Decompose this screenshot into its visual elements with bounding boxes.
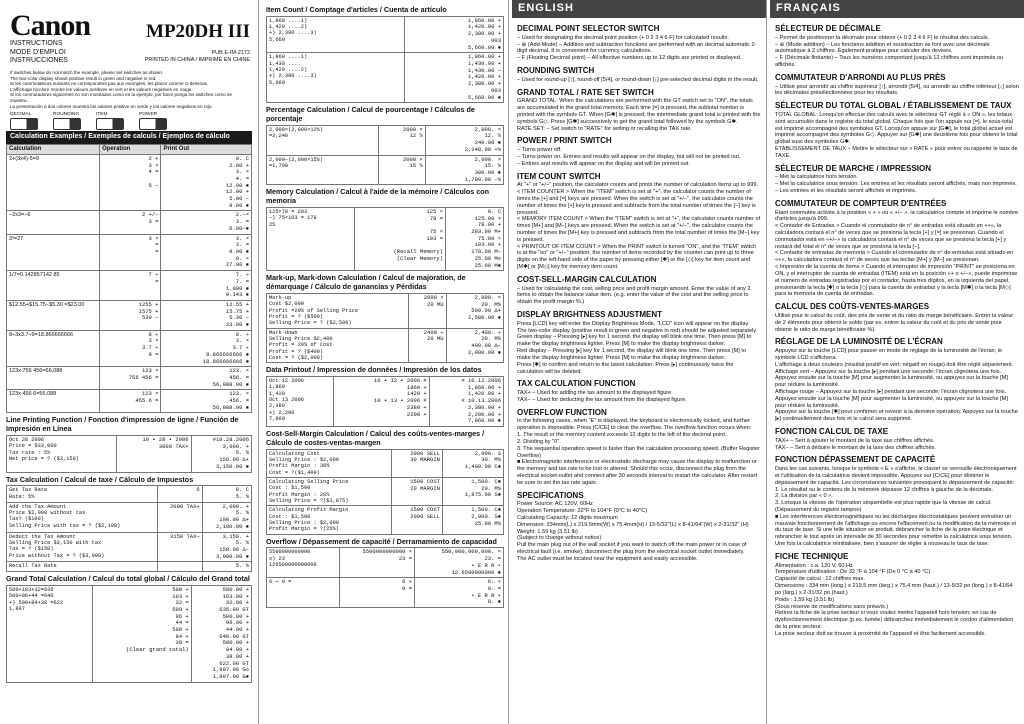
table-row	[267, 207, 504, 270]
op-cell: 5	[157, 486, 202, 502]
section-title: DECIMAL POINT SELECTOR SWITCH	[517, 24, 660, 33]
table-row	[7, 585, 252, 682]
col-header-op: Operation	[100, 144, 161, 154]
print-cell: 7. ÷ 7. = 1.000 ✱ 0.143 ✱	[161, 271, 252, 301]
instr-line-en: INSTRUCTIONS	[10, 40, 63, 47]
op-cell: 2000 × 12 %	[378, 125, 425, 155]
table-row	[267, 16, 504, 53]
op-cell: 125 × 78 = 75 × 103 = (Recall Memory) (Clear Memory)	[354, 207, 445, 270]
table-row	[7, 486, 252, 502]
csm-table	[266, 449, 504, 535]
section-text: Appuyez sur la touche [LCD] pour passer en mode de réglage de la luminosité de l'écran; le symbole LCD s'affichera. L'affichage à deux couleurs (résultat positif en vert; négatif en rouge) doit être réglé séparément. Affichage vert – Appuyez sur la touche [▸] pendant une seconde; l'écran clignotera une fois. Appuyez ensuite sur la touche [M] pour augmenter la luminosité, ou appuyez sur la touche [M] pour réduire la luminosité. Affichage rouge – Appuyez sur la touche [▸] pendant une seconde; l'écran clignotera une fois. Appuyez ensuite sur la touche [M] pour augmenter la luminosité, ou appuyez sur la touche [M] pour réduire la luminosité. Appuyez sur la touche [✱] pour confirmer et revenir à la dernière opération. Appuyez sur la touche [▸] continuellement deux fois et le calcul sera supprimé.	[775, 348, 1018, 423]
section-text: – Permet de positionner la décimale pour obtenir (+ 0 2 3 4 6 F) le résultat des calculs. – ⊕ (Mode addition) – Les fonctions addition et soustraction se font avec une décimale automatique à 2 chiffres. Également pratique pour calculer des devises. – F (Décimale flottante) – Tous les numéros comportant jusqu'à 12 chiffres sont imprimés ou affichés.	[775, 34, 1004, 68]
printed-in: PRINTED IN CHINA / IMPRIMÉ EN CHINE	[144, 56, 250, 63]
calc-cell: Set Tax Rate Rate: 5%	[7, 486, 158, 502]
table-row	[267, 506, 504, 534]
column-more-examples	[262, 0, 509, 724]
section-text: Power Source: AC 120V, 60Hz Operation Temperature: 32°F to 104°F (0°C to 40°C) Calculating Capacity: 12 digits maximum Dimension: 334mm(L) x 219.5mm(W) x 75.4mm(H) / 13-5/32"(L) x 8-41/64"(W) x 2-31/32" (H) Weight: 1.59 kg (3.51 lb) (Subject to change without notice) Pull the main plug out of the wall socket if you want to switch off the main power or in case of electrical fault (i.e. smoke), disconnect the plug from the electrical socket outlet immediately. The AC outlet must be located near the equipment and easily accessible.	[517, 501, 749, 562]
section-title: COMMUTATEUR DE COMPTEUR D'ENTRÉES	[775, 198, 947, 208]
print-cell: 1,860.00 + 1,430.00 + 1,430.00 − 1,420.00 + 2,380.00 + 003 5,660.00 ✱	[404, 53, 503, 103]
section-title: GRAND TOTAL / RATE SET SWITCH	[517, 87, 654, 97]
calc-cell: 1/7=0.142857142 85	[7, 271, 100, 301]
note-es-1: Si los conmutadores siguientes no son mostrados como en la ejemplo, por favor ponga los switches como se muestra.	[10, 92, 232, 103]
section-title: SÉLECTEUR DU TOTAL GLOBAL / ÉTABLISSEMENT DE TAUX	[775, 101, 1012, 111]
section-text: TAX+ – Used for adding the tax amount to the displayed figure. TAX− – Used for deducting the tax amount from the displayed figure.	[517, 390, 687, 403]
print-cell: #10.28.2006 3,000. + 5. % 150.00 Δ+ 3,150.00 ✱	[191, 436, 251, 473]
date-table	[266, 376, 504, 427]
print-cell: 2,000. S 30. M% 1,400.00 C✱	[442, 449, 503, 477]
table-row	[7, 330, 252, 367]
section-text: – Utilisé pour arrondir au chiffre supérieur [↑], arrondir [5/4], ou arrondir au chiffre inférieur [↓] selon les décimales présélectionnées pour les résultats.	[775, 83, 1019, 97]
percent-table	[266, 125, 504, 186]
calc-cell: 2,000−(2,000×15%) =1,700	[267, 155, 379, 185]
op-cell: 6 ÷ 0 =	[339, 578, 414, 608]
tax-table	[6, 485, 252, 572]
calc-cell: 2,000×(2,000×12%) =2,240	[267, 125, 379, 155]
table-row	[267, 53, 504, 103]
section-text: GRAND TOTAL: When the calculations are performed with the GT switch set to "ON", the totals are accumulated in the grand total memory. Each time [=] is pressed, the subtotal number is printed with the symbols GT. When [G✱] is pressed, the intermediate grand total is printed with the symbols G◇. Press [G✱] successively to get the grand total followed by the symbols G✱. RATE SET: – Set switch to "RATE" for setting or recalling the TAX rate.	[517, 98, 761, 132]
table-row	[7, 390, 252, 413]
section-title: OVERFLOW FUNCTION	[517, 407, 607, 417]
french-body	[770, 18, 1024, 642]
gt-table	[6, 585, 252, 683]
calc-cell: 123x 456 6=56,088	[7, 390, 100, 413]
calc-cell: 500+103+32=635 500+96+44 =640 +) 500+84+38 =622 1,897	[7, 585, 93, 682]
calc-cell: Oct 28 2006 Price = $33,000 Tax rate : 5% Net price = ? ($3,150)	[7, 436, 117, 473]
table-row	[267, 477, 504, 505]
print-cell: 500.00 + 103.00 + 32.00 + 635.00 GT 500.00 + 96.00 + 44.00 + 640.00 GT 500.00 + 84.00 + 38.00 + 622.00 GT 1,897.00 G◇ 1,897.00 G✱	[191, 585, 251, 682]
section-text: Dans les cas suivants, lorsque le symbole « E » s'affiche, le clavier se verrouille électroniquement et l'utilisation de la calculatrice devient impossible. Appuyez sur [C/CE] pour éliminer le dépassement de capacité. Les circonstances suivantes provoquent le dépassement de capacité: 1. Le résultat ou le contenu de la mémoire dépasse 12 chiffres à gauche de la décimale. 2. La division par « 0 ». 3. Lorsque la vitesse de l'opération séquentielle est plus rapide que la vitesse de calcul. (Dépassement du registre tampon) ■ Les interférences électromagnétiques ou les décharges électrostatiques peuvent entraîner un mauvais fonctionnement de l'affichage ou encore l'effacement ou la modification de la mémoire et du taux de taxe. Si une telle situation se produit, débrancher la fiche de la prise électrique et rebrancher le tout après un intervalle de 30 secondes pour remettre la calculatrice sous tension. Une fois la calculatrice réinitialisée, bien s'assurer de régler à nouveau le taux de taxe.	[775, 466, 1017, 548]
table-row	[7, 502, 252, 532]
print-cell: 0. C 5. %	[202, 486, 251, 502]
op-cell: 2000 TAX+	[157, 502, 202, 532]
print-cell: 3,150. + 5. % 150.00 Δ− 3,000.00 ✱	[202, 532, 251, 562]
section-title: FONCTION DÉPASSEMENT DE CAPACITÉ	[775, 455, 936, 465]
section-title: CALCUL DES COÛTS-VENTES-MARGES	[775, 302, 930, 312]
calc-cell: Mark-up Cost $2,000 Profit =20% of Selling Price Profit = ? ($500) Selling Price = ? ($2,500)	[267, 293, 409, 328]
section-title: POWER / PRINT SWITCH	[517, 136, 612, 146]
table-row	[267, 328, 504, 363]
op-cell: 10 ▪ 28 ▪ 2006 3000 TAX+	[116, 436, 191, 473]
section-text: – Used for designating the decimal point position (+ 0 2 3 4 6 F) for calculated results. – ⊕ (Add-Mode) – Addition and subtraction functions are performed with an decimal automatic 2-digit decimal. It is convenient for currency calculations. – F (Floating Decimal point) – All effective numbers up to 12 digits are printed or displayed.	[517, 34, 757, 62]
op-cell: 2000 × 20 MU	[409, 293, 446, 328]
print-cell: 2.−× 3. = 6.00−✱	[161, 211, 252, 234]
op-cell: 123 × 455 6 =	[100, 390, 161, 413]
calc-cell: −2x3=−6	[7, 211, 100, 234]
section-title: ROUNDING SWITCH	[517, 66, 595, 75]
note-fr-2: L'affichage bicolore montre les valeurs positives en vert et les valeurs négatives en rouge.	[10, 86, 193, 92]
op-cell: 7 ÷ =	[100, 271, 161, 301]
calc-cell: 5500000000000 x) 23 126500000000000	[267, 548, 340, 578]
table-row	[7, 300, 252, 330]
op-cell: 500 + 103 + 32 = 500 + 96 + 44 = 500 + 84 + 38 = (Clear grand total)	[93, 585, 192, 682]
section-title: SÉLECTEUR DE DÉCIMALE	[775, 24, 881, 33]
section-text: In the following cases, when "E" is displayed, the keyboard is electronically locked, and further operation is impossible. Press [C/CE] to clear the overflow. The overflow function occurs when: 1. The result or the memory content exceeds 12 digits to the left of the decimal point. 2. Dividing by "0". 3. The sequential operation speed is faster than the calculation processing speed. (Buffer Register Overflow) ■ Electromagnetic interference or electrostatic discharge may cause the display to malfunction or the memory and tax rate to be lost or altered. Should this occur, disconnect the plug from the electrical socket-outlet and connect after 30 seconds interval to restart the calculator. After restart be sure to set the tax rate again.	[517, 418, 760, 486]
switch-decimal[interactable]	[10, 112, 41, 130]
op-cell: 1255 + 1575 + 530 −	[100, 300, 161, 330]
column-english	[512, 0, 767, 724]
section-title: SÉLECTEUR DE MARCHE / IMPRESSION	[775, 163, 932, 173]
table-row	[267, 125, 504, 155]
instr-line-es: INSTRUCCIONES	[10, 57, 68, 65]
french-header: FRANÇAIS	[770, 0, 1024, 18]
section-text: TAX+ – Sert à ajouter le montant de la taxe aux chiffres affichés. TAX− – Sert à déduire le montant de la taxe des chiffres affichés.	[775, 437, 936, 451]
calc-cell: Recall Tax Rate	[7, 562, 158, 572]
table-row	[267, 377, 504, 427]
op-cell: 3 × = =	[100, 234, 161, 271]
print-cell: 1,500. C✱ 20. M% 1,875.00 S✱	[442, 477, 503, 505]
op-cell: 2 + 3 × 4 = 5 −	[100, 154, 161, 211]
calc-cell: Oct 12 2006 1,860 1,420 Oct 13 2006 2,380 +) 2,200 7,860	[267, 377, 334, 427]
print-cell: 6. ÷ 0. = • E R R • 0. ✱	[415, 578, 504, 608]
calc-cell: 1,860 ....1) 1,420 ....2) +) 2,380 ....3) 5,660	[267, 16, 405, 53]
switch-label: ROUNDING	[53, 112, 80, 117]
switch-item[interactable]	[96, 112, 127, 130]
table-row	[7, 367, 252, 390]
section-title: SPECIFICATIONS	[517, 490, 584, 500]
calc-examples-bar: Calculation Examples / Exemples de calculs / Ejemplos de cálculo	[6, 131, 252, 144]
switch-notes	[10, 70, 250, 109]
print-cell: 2,000. + 5. % 100.00 Δ+ 2,100.00 ✱	[202, 502, 251, 532]
item-count-table	[266, 16, 504, 103]
op-cell: 2000 SELL 30 MARGIN	[391, 449, 442, 477]
table-row	[7, 562, 252, 572]
op-cell: 8 ÷ 3 × 3.7 ÷ 9 =	[100, 330, 161, 367]
note-en-1: If switches below do not match the example, please set switches as shown.	[10, 70, 164, 75]
print-cell: 3. × 3. = 9.00 ✱ 9. × 27.00 ✱	[161, 234, 252, 271]
section-text: Alimentation : c.a. 120 V, 60 Hz Température d'utilisation : De 32 °F à 104 °F (De 0 °C à 40 °C) Capacité de calcul : 12 chiffres max. Dimensions : 334 mm (long.) x 219,5 mm (larg.) x 75,4 mm (haut.) / 13-5/32 po (long.) x 8-41/64 po (larg.) x 2-31/32 po (haut.) Poids : 1,59 kg (3,51 lb) (Sous réserve de modifications sans préavis.) Retirez la fiche de la prise secteur si vous voulez mettre l'appareil hors tension; en cas de dysfonctionnement électrique (p.ex. fumée) débranchez immédiatement le cordon d'alimentation de la prise secteur. La prise secteur doit se trouver à proximité de l'appareil et être facilement accessible.	[775, 562, 1014, 637]
instructions-lines	[10, 40, 68, 66]
section-title: TAX CALCULATION FUNCTION	[517, 379, 636, 389]
table-row	[7, 436, 252, 473]
column-calc-examples	[0, 0, 259, 724]
col-header-print: Print Out	[161, 144, 252, 154]
calc-cell: Calculating Profit Margin Cost : $1,500 Selling Price : $2,000 Profit Margin = ?(25%)	[267, 506, 392, 534]
table-row	[267, 548, 504, 578]
calc-cell: Deduct the Tax Amount Selling Price $3,150 with tax Tax = ? ($150) Price without Tax = ? ($3,000)	[7, 532, 158, 562]
section-title: FICHE TECHNIQUE	[775, 551, 849, 561]
print-cell: 2,000. × 15. % 300.00 ✱ 1,700.00 −%	[425, 155, 503, 185]
print-cell: 1,500. C✱ 2,000. S✱ 25.00 M%	[442, 506, 503, 534]
table-row	[7, 211, 252, 234]
switch-label: POWER	[139, 112, 158, 117]
section-text: At "+" or "+/−" position, the calculator counts and prints the number of calculation items up to 999. < ITEM COUNTER > When the "ITEM" switch is set at "+", the calculator counts the number of times the [+] and [=] keys are pressed. When the switch is set at "+/−", the calculator counts the number of times the [+] key is pressed and subtracts from the total number of times the [−] key is pressed. < MEMORY ITEM COUNT > When the "ITEM" switch is set at "+", the calculator counts number of times [M+] and [M−] keys are pressed. When the switch is set at "+/−", the calculator counts the number of times the [M+] key is pressed and subtracts from the total number of times the [M−] key is pressed. < PRINTOUT OF ITEM COUNT > When the PRINT switch is turned "ON", and the "ITEM" switch is at the "on" or "+/−" position, the number of items recorded by the counter can print up to three digits on the left-hand side of the paper by pressing either [✱] or the [◇] key for item count and [M✱] or [M◇] key for memory item count.	[517, 182, 761, 271]
calc-cell: Calculating Selling Price Cost : $1,500 Profit Margin : 20% Selling Price = ?($1,875)	[267, 477, 392, 505]
switch-label: DECIMAL	[10, 112, 32, 117]
table-row	[7, 154, 252, 211]
column-french	[770, 0, 1024, 724]
op-cell: 123 × 756 456 =	[100, 367, 161, 390]
print-cell: 123. × 456. = 56,088.00 ✱	[161, 367, 252, 390]
section-text: Utilisé pour le calcul du coût, des prix de vente et du ratio de marge bénéficiaire. Entrer la valeur de 2 éléments pour obtenir le solde (par ex. entrer la valeur du coût et du prix de vente pour obtenir le ratio de marge bénéficiaire %).	[775, 312, 1014, 333]
section-text: – Met la calculatrice hors tension. – Met la calculatrice sous tension. Les entrées et les résultats seront affichés, mais non imprimés. – Les entrées et les résultats seront affichés et imprimés.	[775, 174, 1017, 194]
print-cell: 12.55 + 15.75 + 5.30 − 23.00 ✱	[161, 300, 252, 330]
op-cell: 5500000000000 × 23 =	[339, 548, 414, 578]
model-title: MP20DH III	[146, 21, 250, 42]
table-row	[7, 234, 252, 271]
section-title: DISPLAY BRIGHTNESS ADJUSTMENT	[517, 310, 663, 320]
table-row	[267, 293, 504, 328]
csm-title: Cost-Sell-Margin Calculation / Calcul des coûts-ventes-marges / Cálculo de costes-ventas-margen	[266, 429, 485, 447]
calc-cell: Add the Tax Amount Price $2,000 without tax Tax? ($100) Selling Price with tax = ? ($2,100)	[7, 502, 158, 532]
print-cell: 2,400. ÷ 20. M% 400.00 Δ− 2,000.00 ✱	[446, 328, 503, 363]
memory-title: Memory Calculation / Calcul à l'aide de la mémoire / Cálculos con memoria	[266, 187, 489, 206]
pub-number: PUB E-IM-2172	[211, 50, 250, 56]
calc-cell: 123x 756 456=56,088	[7, 367, 100, 390]
calc-cell: Mark-down Selling Price $2,400 Profit = 20% of Cost Profit = ? ($400) Cost = ? ($2,000)	[267, 328, 409, 363]
table-row	[7, 532, 252, 562]
english-header: ENGLISH	[512, 0, 766, 18]
english-body	[512, 18, 766, 567]
table-row	[7, 271, 252, 301]
calc-cell: $12.55+$15.75−$5.30 =$23.00	[7, 300, 100, 330]
calc-cell: 125×78 = 203 −) 75×103 = 178 25	[267, 207, 355, 270]
calc-cell: 3³=27	[7, 234, 100, 271]
section-text: – Used for round-up [↑], round-off [5/4], or round-down [↓] pre-selected decimal digits in the result.	[517, 76, 759, 83]
line-print-title: Line Printing Function / Fonction d'impression de ligne / Función de Impresión en Línea	[6, 415, 239, 434]
section-title: COMMUTATEUR D'ARRONDI AU PLUS PRÈS	[775, 72, 946, 82]
switch-rounding[interactable]	[53, 112, 84, 130]
canon-logo: Canon	[10, 9, 91, 42]
table-row	[267, 155, 504, 185]
section-title: FONCTION CALCUL DE TAXE	[775, 427, 889, 436]
percent-title: Percentage Calculation / Calcul de pourcentage / Cálculos de porcentaje	[266, 105, 475, 123]
table-row	[267, 578, 504, 608]
section-text: – Turns power off. – Turns power on. Entries and results will appear on the display, but will not be printed out. – Entries and results will appear on the display and will be printed out.	[517, 147, 741, 167]
op-cell: 10 ▪ 12 ▪ 2006 # 1860 + 1420 + 10 ▪ 13 ▪ 2006 # 2380 + 2200 +	[333, 377, 429, 427]
print-cell: 550,000,000,000. × 23. = • E R R • 12.6500000000 ✱	[415, 548, 504, 578]
pub-info	[145, 50, 250, 63]
memory-table	[266, 207, 504, 271]
section-title: RÉGLAGE DE LA LUMINOSITÉ DE L'ÉCRAN	[775, 337, 943, 347]
note-es-2: La presentación a dos colores muestra los valores positive en verde y los valores negativos en rojo.	[10, 103, 213, 109]
section-text: Press [LCD] key will enter the Display Brightness Mode, "LCD" icon will appear on the display. The two-color display (positive result in green and negative in red) should be adjusted separately. Green display – Pressing [▸] key for 1 second, the display will blink one time. Then press [M] to make the display brightness lighter. Press [M] to make the display brightness darker. Red display – Pressing [▸] key for 1 second, the display will blink one time. Then press [M] to make the display brightness lighter. Press [M] to make the display brightness darker. Press [✱] to confirm and return to the latest calculation. Press [▸] continuously twice the calculation will be deleted.	[517, 320, 758, 375]
tax-title: Tax Calculation / Calcul de taxe / Cálculo de Impuestos	[6, 474, 194, 484]
date-printout-title: Data Printout / Impression de données / Impresión de los datos	[266, 365, 482, 375]
calc-cell: Calculating Cost Selling Price : $2,000 Profit Margin : 30% Cost = ?($1,400)	[267, 449, 392, 477]
section-title: ITEM COUNT SWITCH	[517, 171, 601, 181]
switch-diagram	[10, 112, 170, 130]
print-cell: 5. %	[202, 562, 251, 572]
section-text: – Used for calculating the cost, selling price and profit margin amount. Enter the value of any 2 items to obtain the balance value item. (e.g. enter the value of the cost and the selling price to obtain the profit margin %.)	[517, 285, 751, 306]
print-cell: 0. C 2.00 + 3. × 4. = 12.00 ✱ 12.00 + 5.00 − 9.00 ✱	[161, 154, 252, 211]
op-cell: 1500 COST 20 MARGIN	[391, 477, 442, 505]
markup-title: Mark-up, Mark-down Calculation / Calcul de majoration, de démarquage / Cálculo de ganancias y Pérdidas	[266, 273, 466, 292]
op-cell: 1500 COST 2000 SELL	[391, 506, 442, 534]
instr-line-fr: MODE D'EMPLOI	[10, 48, 66, 56]
switch-label: ITEM	[96, 112, 108, 117]
col-header-calc: Calculation	[7, 144, 100, 154]
op-cell: 2400 ÷ 20 MU	[409, 328, 446, 363]
calc-cell: 6 ÷ 0 =	[267, 578, 340, 608]
op-cell: 2 +/− 3 =	[100, 211, 161, 234]
print-cell: 2,000. × 20. M% 500.00 Δ+ 2,500.00 ✱	[446, 293, 503, 328]
note-en-2: The two-color display shows positive result in green and negative in red.	[10, 75, 157, 81]
section-title: COST-SELL-MARGIN CALCULATION	[517, 274, 657, 284]
gt-title: Grand Total Calculation / Calcul du total global / Cálculo del Grand total	[6, 574, 250, 584]
item-count-title: Item Count / Comptage d'articles / Cuenta de artículo	[266, 5, 447, 14]
op-cell	[157, 562, 202, 572]
print-cell: 123. × 456. = 56,088.00 ✱	[161, 390, 252, 413]
section-text: TOTAL GLOBAL: Lorsqu'on effectue des calculs avec le sélecteur GT réglé à « ON », les totaux sont accumulés dans le registre du total global. Chaque fois que l'on appuie sur [=], le sous-total est imprimé accompagné des symboles GT. Lorsqu'on appuie sur [G✱], le total global actuel est imprimé accompagné des symboles G◇. Appuyer sur [G✱] une deuxième fois pour obtenir le total global suivi des symboles G✱. ÉTABLISSEMENT DE TAUX – Mettre le sélecteur sur « RATE » pour entrer ou rappeler le taux de TAXE.	[775, 111, 1018, 159]
note-fr-1: Si les commutateurs suivants ne correspondent pas aux exemples, les placer comme ci-dessous.	[10, 81, 209, 87]
print-cell: 1,860.00 + 1,420.00 + 2,380.00 + 003 5,660.00 ✱	[404, 16, 503, 53]
print-cell: 0. C 125.00 × 78.00 + 203.00 M+ 75.00 × 103.00 + 178.00 M− 25.00 M◇ 25.00 M✱	[446, 207, 504, 270]
line-print-table	[6, 435, 252, 473]
print-cell: 8. ÷ 3. × 3.7 ÷ 9.866666666 ✱ 18.866666666 ✱	[161, 330, 252, 367]
op-cell: 2000 × 15 %	[378, 155, 425, 185]
overflow-table	[266, 547, 504, 608]
markup-table	[266, 293, 504, 363]
table-row	[267, 449, 504, 477]
print-cell: 2,000. × 12. % 240.00 ✱ 2,240.00 +%	[425, 125, 503, 155]
calc-cell: 8÷3x3.7÷9=18.866666666	[7, 330, 100, 367]
calc-cell: 1,860 ....1) 1,430 .... 1,420 ....2) +) 2,380 ....3) 5,660	[267, 53, 405, 103]
print-cell: # 10.12.2006 1,860.00 + 1,420.00 + # 10.13.2006 2,380.00 + 2,200.00 + 7,860.00 ✱	[429, 377, 503, 427]
op-cell: 3150 TAX−	[157, 532, 202, 562]
switch-power[interactable]	[139, 112, 170, 130]
overflow-title: Overflow / Dépassement de capacité / Derramamiento de capacidad	[266, 536, 497, 546]
section-text: Étant commutée activée à la position « + » ou « +/− », la calculatrice compte et imprime le nombre d'articles jusqu'à 999. < Contador de Entradas > Cuando el conmutador de n° de entradas está situado en «+», la calculadora contará el n° de veces que se presiona la tecla [+] y [=] se presionan. Cuando el conmutador está en «+/−» la calculadora contará el n° de veces que se presiona la tecla [+] y restará del total el n° de veces que se presiona la tecla [−]. < Contador de entradas de memoria > Cuando el conmutador de n° de entradas está situado en «+», la calculadora contará el n° de veces que las teclas [M+] y [M−] se presionan. < Impresión de la cuenta de ítems > Cuando el interruptor de impresión "PRINT" se posiciona en ON, y el interruptor de cuenta de entradas (ITEM) está en la posición «+ o +/−», puede imprimirse el número de entradas registradas por el contador, hasta tres dígitos, en la izquierda del papel, presionando la tecla [✱] o la tecla [◇] para la cuenta de entradas y la tecla [M✱] o la tecla [M◇] para la memoria de cuenta de entradas.	[775, 209, 1019, 298]
calc-cell: 2+(3x4)-5=9	[7, 154, 100, 211]
calc-examples-table	[6, 144, 252, 414]
